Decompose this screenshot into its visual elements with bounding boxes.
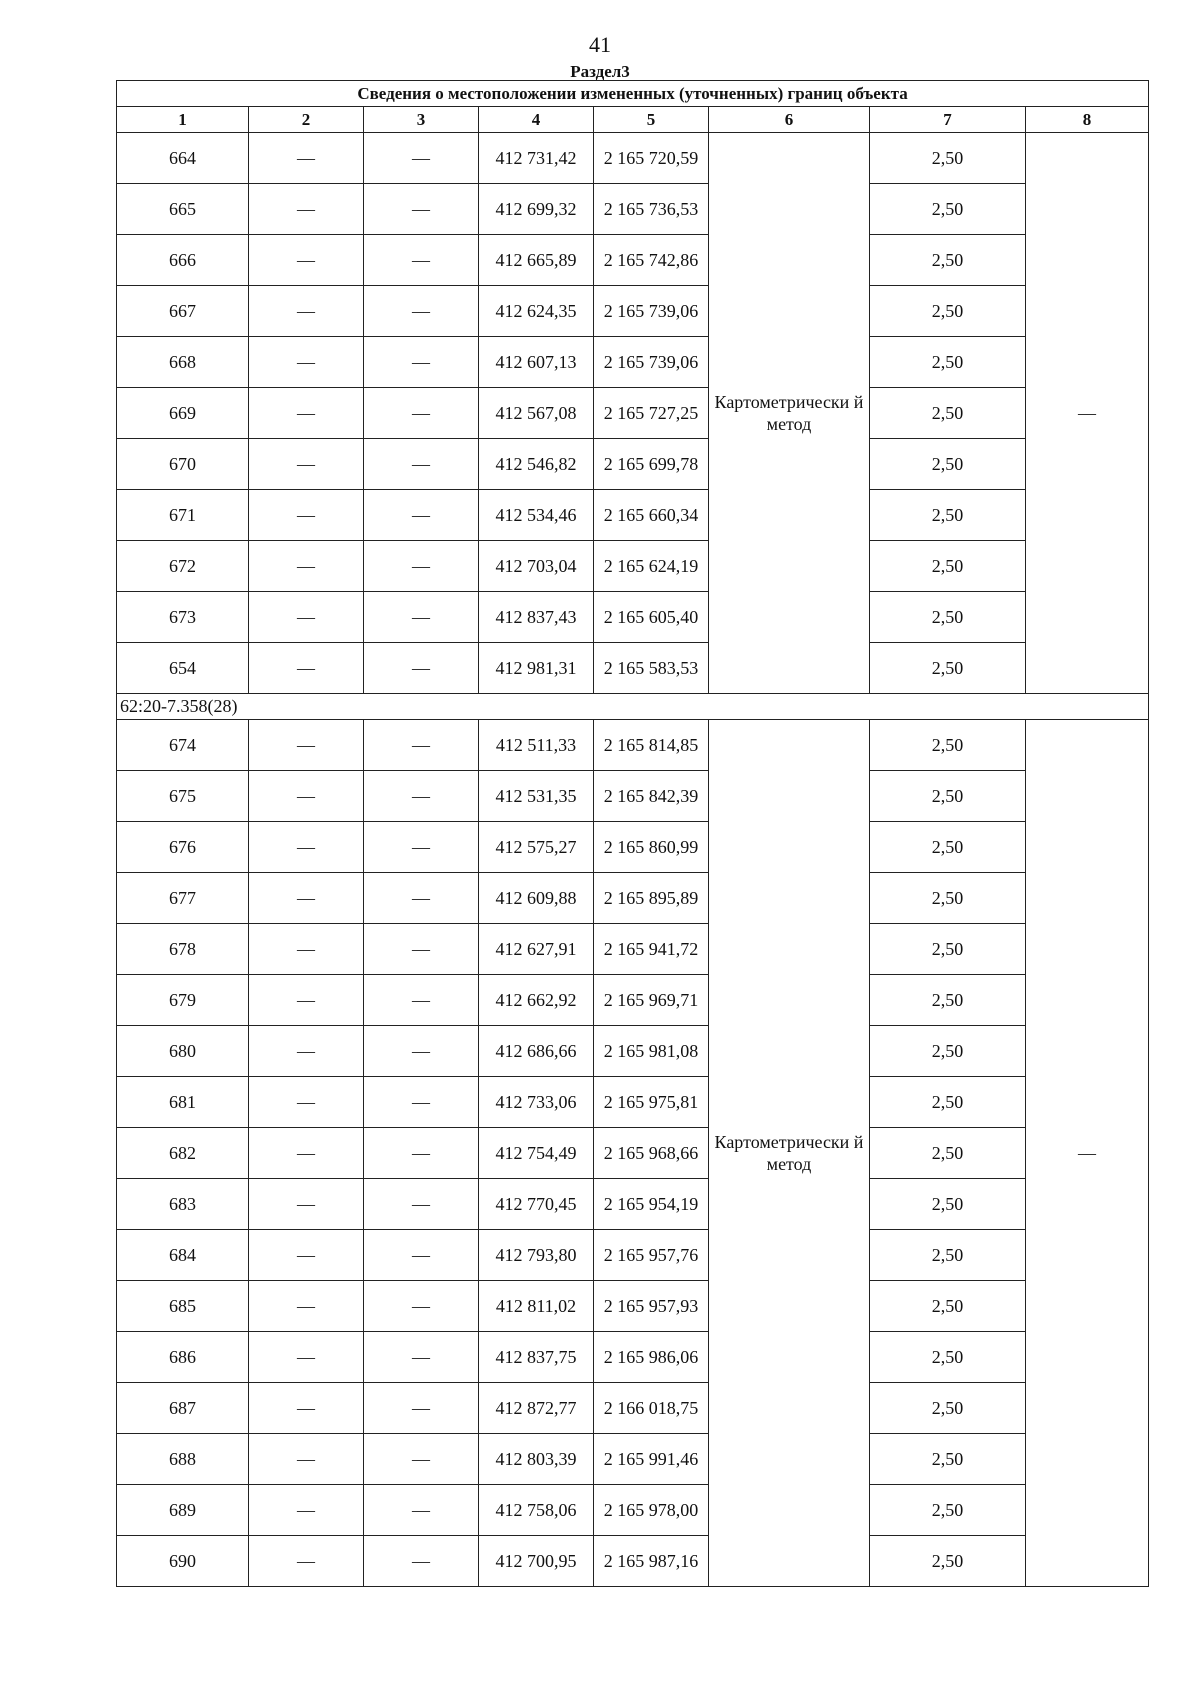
point-number-cell: 680 bbox=[117, 1026, 249, 1077]
col2-cell: — bbox=[249, 337, 364, 388]
accuracy-cell: 2,50 bbox=[870, 1179, 1026, 1230]
table-row bbox=[117, 337, 1149, 388]
col3-cell: — bbox=[364, 1383, 479, 1434]
table-row bbox=[117, 1332, 1149, 1383]
table-row bbox=[117, 286, 1149, 337]
boundary-coordinates-table bbox=[116, 80, 1149, 1587]
col3-cell: — bbox=[364, 541, 479, 592]
y-coordinate-cell: 2 165 975,81 bbox=[594, 1077, 709, 1128]
point-number-cell: 672 bbox=[117, 541, 249, 592]
column-header: 2 bbox=[249, 107, 364, 133]
point-number-cell: 676 bbox=[117, 822, 249, 873]
point-number-cell: 667 bbox=[117, 286, 249, 337]
x-coordinate-cell: 412 567,08 bbox=[479, 388, 594, 439]
point-number-cell: 665 bbox=[117, 184, 249, 235]
col2-cell: — bbox=[249, 1179, 364, 1230]
point-number-cell: 675 bbox=[117, 771, 249, 822]
table-row bbox=[117, 1536, 1149, 1587]
table-row bbox=[117, 235, 1149, 286]
y-coordinate-cell: 2 165 986,06 bbox=[594, 1332, 709, 1383]
accuracy-cell: 2,50 bbox=[870, 388, 1026, 439]
col3-cell: — bbox=[364, 1332, 479, 1383]
col3-cell: — bbox=[364, 1077, 479, 1128]
accuracy-cell: 2,50 bbox=[870, 184, 1026, 235]
table-row bbox=[117, 975, 1149, 1026]
col3-cell: — bbox=[364, 439, 479, 490]
accuracy-cell: 2,50 bbox=[870, 439, 1026, 490]
x-coordinate-cell: 412 624,35 bbox=[479, 286, 594, 337]
table-row bbox=[117, 388, 1149, 439]
table-row bbox=[117, 184, 1149, 235]
point-number-cell: 654 bbox=[117, 643, 249, 694]
table-row bbox=[117, 1434, 1149, 1485]
col3-cell: — bbox=[364, 1485, 479, 1536]
table-row bbox=[117, 541, 1149, 592]
accuracy-cell: 2,50 bbox=[870, 1383, 1026, 1434]
y-coordinate-cell: 2 165 941,72 bbox=[594, 924, 709, 975]
point-number-cell: 690 bbox=[117, 1536, 249, 1587]
y-coordinate-cell: 2 165 991,46 bbox=[594, 1434, 709, 1485]
x-coordinate-cell: 412 511,33 bbox=[479, 720, 594, 771]
column-header: 4 bbox=[479, 107, 594, 133]
table-row bbox=[117, 133, 1149, 184]
accuracy-cell: 2,50 bbox=[870, 1230, 1026, 1281]
point-number-cell: 686 bbox=[117, 1332, 249, 1383]
y-coordinate-cell: 2 165 860,99 bbox=[594, 822, 709, 873]
table-row bbox=[117, 490, 1149, 541]
accuracy-cell: 2,50 bbox=[870, 1485, 1026, 1536]
col2-cell: — bbox=[249, 388, 364, 439]
point-number-cell: 681 bbox=[117, 1077, 249, 1128]
point-number-cell: 671 bbox=[117, 490, 249, 541]
point-number-cell: 668 bbox=[117, 337, 249, 388]
accuracy-cell: 2,50 bbox=[870, 643, 1026, 694]
col3-cell: — bbox=[364, 822, 479, 873]
y-coordinate-cell: 2 165 969,71 bbox=[594, 975, 709, 1026]
x-coordinate-cell: 412 981,31 bbox=[479, 643, 594, 694]
col2-cell: — bbox=[249, 1383, 364, 1434]
col2-cell: — bbox=[249, 1128, 364, 1179]
y-coordinate-cell: 2 165 987,16 bbox=[594, 1536, 709, 1587]
table-row bbox=[117, 924, 1149, 975]
col2-cell: — bbox=[249, 1026, 364, 1077]
y-coordinate-cell: 2 165 957,76 bbox=[594, 1230, 709, 1281]
col2-cell: — bbox=[249, 1485, 364, 1536]
x-coordinate-cell: 412 607,13 bbox=[479, 337, 594, 388]
point-number-cell: 673 bbox=[117, 592, 249, 643]
x-coordinate-cell: 412 803,39 bbox=[479, 1434, 594, 1485]
accuracy-cell: 2,50 bbox=[870, 490, 1026, 541]
point-number-cell: 689 bbox=[117, 1485, 249, 1536]
x-coordinate-cell: 412 700,95 bbox=[479, 1536, 594, 1587]
table-row bbox=[117, 1230, 1149, 1281]
table-row bbox=[117, 873, 1149, 924]
column-header: 3 bbox=[364, 107, 479, 133]
table-caption: Сведения о местоположении измененных (уточненных) границ объекта bbox=[117, 81, 1149, 107]
column-header: 1 bbox=[117, 107, 249, 133]
col3-cell: — bbox=[364, 873, 479, 924]
col2-cell: — bbox=[249, 873, 364, 924]
col2-cell: — bbox=[249, 924, 364, 975]
col2-cell: — bbox=[249, 822, 364, 873]
col3-cell: — bbox=[364, 1026, 479, 1077]
col3-cell: — bbox=[364, 337, 479, 388]
accuracy-cell: 2,50 bbox=[870, 822, 1026, 873]
y-coordinate-cell: 2 165 895,89 bbox=[594, 873, 709, 924]
col2-cell: — bbox=[249, 541, 364, 592]
col3-cell: — bbox=[364, 1536, 479, 1587]
col2-cell: — bbox=[249, 1332, 364, 1383]
x-coordinate-cell: 412 758,06 bbox=[479, 1485, 594, 1536]
x-coordinate-cell: 412 703,04 bbox=[479, 541, 594, 592]
table-row bbox=[117, 592, 1149, 643]
col3-cell: — bbox=[364, 235, 479, 286]
col3-cell: — bbox=[364, 643, 479, 694]
x-coordinate-cell: 412 731,42 bbox=[479, 133, 594, 184]
table-row bbox=[117, 1026, 1149, 1077]
point-number-cell: 687 bbox=[117, 1383, 249, 1434]
col2-cell: — bbox=[249, 133, 364, 184]
table-row bbox=[117, 771, 1149, 822]
col2-cell: — bbox=[249, 1281, 364, 1332]
table-row bbox=[117, 1485, 1149, 1536]
subheader-row bbox=[117, 694, 1149, 720]
table-row bbox=[117, 720, 1149, 771]
x-coordinate-cell: 412 609,88 bbox=[479, 873, 594, 924]
point-number-cell: 678 bbox=[117, 924, 249, 975]
accuracy-cell: 2,50 bbox=[870, 1077, 1026, 1128]
point-number-cell: 664 bbox=[117, 133, 249, 184]
y-coordinate-cell: 2 165 739,06 bbox=[594, 337, 709, 388]
x-coordinate-cell: 412 793,80 bbox=[479, 1230, 594, 1281]
col2-cell: — bbox=[249, 1230, 364, 1281]
table-row bbox=[117, 1077, 1149, 1128]
section-title: Раздел3 bbox=[570, 62, 630, 81]
point-number-cell: 688 bbox=[117, 1434, 249, 1485]
accuracy-cell: 2,50 bbox=[870, 771, 1026, 822]
x-coordinate-cell: 412 837,43 bbox=[479, 592, 594, 643]
x-coordinate-cell: 412 811,02 bbox=[479, 1281, 594, 1332]
x-coordinate-cell: 412 575,27 bbox=[479, 822, 594, 873]
column-header: 7 bbox=[870, 107, 1026, 133]
accuracy-cell: 2,50 bbox=[870, 541, 1026, 592]
accuracy-cell: 2,50 bbox=[870, 1281, 1026, 1332]
col2-cell: — bbox=[249, 286, 364, 337]
col3-cell: — bbox=[364, 592, 479, 643]
y-coordinate-cell: 2 165 842,39 bbox=[594, 771, 709, 822]
col3-cell: — bbox=[364, 388, 479, 439]
point-number-cell: 674 bbox=[117, 720, 249, 771]
x-coordinate-cell: 412 531,35 bbox=[479, 771, 594, 822]
point-number-cell: 677 bbox=[117, 873, 249, 924]
column-header-row bbox=[117, 107, 1149, 133]
x-coordinate-cell: 412 665,89 bbox=[479, 235, 594, 286]
table-row bbox=[117, 822, 1149, 873]
accuracy-cell: 2,50 bbox=[870, 235, 1026, 286]
table-row bbox=[117, 643, 1149, 694]
column8-cell: — bbox=[1026, 133, 1149, 694]
y-coordinate-cell: 2 165 742,86 bbox=[594, 235, 709, 286]
y-coordinate-cell: 2 165 660,34 bbox=[594, 490, 709, 541]
x-coordinate-cell: 412 662,92 bbox=[479, 975, 594, 1026]
y-coordinate-cell: 2 166 018,75 bbox=[594, 1383, 709, 1434]
accuracy-cell: 2,50 bbox=[870, 1026, 1026, 1077]
col2-cell: — bbox=[249, 1077, 364, 1128]
col3-cell: — bbox=[364, 1230, 479, 1281]
col3-cell: — bbox=[364, 720, 479, 771]
accuracy-cell: 2,50 bbox=[870, 337, 1026, 388]
y-coordinate-cell: 2 165 739,06 bbox=[594, 286, 709, 337]
point-number-cell: 679 bbox=[117, 975, 249, 1026]
accuracy-cell: 2,50 bbox=[870, 286, 1026, 337]
table-row bbox=[117, 439, 1149, 490]
column-header: 5 bbox=[594, 107, 709, 133]
col3-cell: — bbox=[364, 286, 479, 337]
accuracy-cell: 2,50 bbox=[870, 1128, 1026, 1179]
y-coordinate-cell: 2 165 736,53 bbox=[594, 184, 709, 235]
x-coordinate-cell: 412 627,91 bbox=[479, 924, 594, 975]
point-number-cell: 683 bbox=[117, 1179, 249, 1230]
col3-cell: — bbox=[364, 184, 479, 235]
point-number-cell: 669 bbox=[117, 388, 249, 439]
col2-cell: — bbox=[249, 592, 364, 643]
col2-cell: — bbox=[249, 490, 364, 541]
y-coordinate-cell: 2 165 727,25 bbox=[594, 388, 709, 439]
x-coordinate-cell: 412 546,82 bbox=[479, 439, 594, 490]
col2-cell: — bbox=[249, 235, 364, 286]
col2-cell: — bbox=[249, 439, 364, 490]
point-number-cell: 684 bbox=[117, 1230, 249, 1281]
table-row bbox=[117, 1128, 1149, 1179]
y-coordinate-cell: 2 165 720,59 bbox=[594, 133, 709, 184]
column-header: 6 bbox=[709, 107, 870, 133]
y-coordinate-cell: 2 165 605,40 bbox=[594, 592, 709, 643]
y-coordinate-cell: 2 165 954,19 bbox=[594, 1179, 709, 1230]
accuracy-cell: 2,50 bbox=[870, 873, 1026, 924]
table-row bbox=[117, 1179, 1149, 1230]
col3-cell: — bbox=[364, 490, 479, 541]
cadastral-block-label: 62:20-7.358(28) bbox=[117, 694, 1149, 720]
y-coordinate-cell: 2 165 814,85 bbox=[594, 720, 709, 771]
col2-cell: — bbox=[249, 771, 364, 822]
x-coordinate-cell: 412 837,75 bbox=[479, 1332, 594, 1383]
col3-cell: — bbox=[364, 924, 479, 975]
accuracy-cell: 2,50 bbox=[870, 592, 1026, 643]
accuracy-cell: 2,50 bbox=[870, 975, 1026, 1026]
accuracy-cell: 2,50 bbox=[870, 1434, 1026, 1485]
table-row bbox=[117, 1281, 1149, 1332]
y-coordinate-cell: 2 165 583,53 bbox=[594, 643, 709, 694]
y-coordinate-cell: 2 165 978,00 bbox=[594, 1485, 709, 1536]
method-cell: Картометрически й метод bbox=[709, 133, 870, 694]
col2-cell: — bbox=[249, 643, 364, 694]
col3-cell: — bbox=[364, 1128, 479, 1179]
y-coordinate-cell: 2 165 624,19 bbox=[594, 541, 709, 592]
col2-cell: — bbox=[249, 184, 364, 235]
column-header: 8 bbox=[1026, 107, 1149, 133]
accuracy-cell: 2,50 bbox=[870, 1332, 1026, 1383]
col3-cell: — bbox=[364, 771, 479, 822]
y-coordinate-cell: 2 165 968,66 bbox=[594, 1128, 709, 1179]
x-coordinate-cell: 412 872,77 bbox=[479, 1383, 594, 1434]
col3-cell: — bbox=[364, 1434, 479, 1485]
y-coordinate-cell: 2 165 699,78 bbox=[594, 439, 709, 490]
x-coordinate-cell: 412 770,45 bbox=[479, 1179, 594, 1230]
col2-cell: — bbox=[249, 975, 364, 1026]
point-number-cell: 666 bbox=[117, 235, 249, 286]
col2-cell: — bbox=[249, 720, 364, 771]
point-number-cell: 685 bbox=[117, 1281, 249, 1332]
method-cell: Картометрически й метод bbox=[709, 720, 870, 1587]
column8-cell: — bbox=[1026, 720, 1149, 1587]
y-coordinate-cell: 2 165 981,08 bbox=[594, 1026, 709, 1077]
accuracy-cell: 2,50 bbox=[870, 1536, 1026, 1587]
x-coordinate-cell: 412 534,46 bbox=[479, 490, 594, 541]
x-coordinate-cell: 412 686,66 bbox=[479, 1026, 594, 1077]
point-number-cell: 670 bbox=[117, 439, 249, 490]
col3-cell: — bbox=[364, 133, 479, 184]
accuracy-cell: 2,50 bbox=[870, 720, 1026, 771]
accuracy-cell: 2,50 bbox=[870, 133, 1026, 184]
x-coordinate-cell: 412 733,06 bbox=[479, 1077, 594, 1128]
col3-cell: — bbox=[364, 975, 479, 1026]
x-coordinate-cell: 412 699,32 bbox=[479, 184, 594, 235]
col3-cell: — bbox=[364, 1281, 479, 1332]
y-coordinate-cell: 2 165 957,93 bbox=[594, 1281, 709, 1332]
x-coordinate-cell: 412 754,49 bbox=[479, 1128, 594, 1179]
point-number-cell: 682 bbox=[117, 1128, 249, 1179]
col3-cell: — bbox=[364, 1179, 479, 1230]
col2-cell: — bbox=[249, 1434, 364, 1485]
col2-cell: — bbox=[249, 1536, 364, 1587]
page-number: 41 bbox=[589, 32, 611, 57]
table-row bbox=[117, 1383, 1149, 1434]
accuracy-cell: 2,50 bbox=[870, 924, 1026, 975]
